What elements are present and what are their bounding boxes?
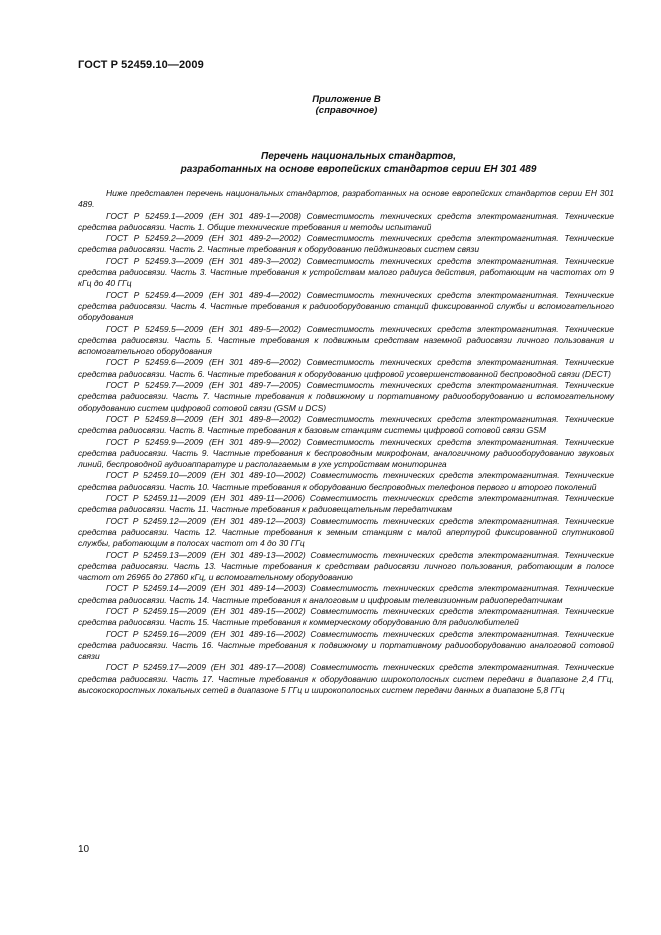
standard-entry: ГОСТ Р 52459.3—2009 (ЕН 301 489-3—2002) Совместимость технических средств электромагнитная. Технические средства радиосвязи. Часть 3. Частные требования к устройствам малого радиуса действия, работающим на частотах от 9 кГц до 40 ГГц xyxy=(78,255,614,289)
section-title-line-2: разработанных на основе европейских стандартов серии ЕН 301 489 xyxy=(180,164,537,175)
standard-entry: ГОСТ Р 52459.7—2009 (ЕН 301 489-7—2005) Совместимость технических средств электромагнитная. Технические средства радиосвязи. Часть 7. Частные требования к подвижному и портативному радиооборудованию и вспомогательному оборудованию систем цифровой сотовой связи (GSM и DCS) xyxy=(78,380,614,413)
standard-entry: ГОСТ Р 52459.12—2009 (ЕН 301 489-12—2003) Совместимость технических средств электромагнитная. Технические средства радиосвязи. Часть 12. Частные требования к земным станциям с малой апертурой фиксированной спутниковой службы, работающим в полосах частот от 4 до 30 ГГц xyxy=(78,515,614,549)
standard-entry: ГОСТ Р 52459.16—2009 (ЕН 301 489-16—2002) Совместимость технических средств электромагнитная. Технические средства радиосвязи. Часть 16. Частные требования к подвижному и портативному радиооборудованию аналоговой сотовой связи xyxy=(78,628,614,662)
standard-entry: ГОСТ Р 52459.15—2009 (ЕН 301 489-15—2002) Совместимость технических средств электромагнитная. Технические средства радиосвязи. Часть 15. Частные требования к коммерческому оборудованию для радиолюбителей xyxy=(78,605,614,628)
standards-list xyxy=(78,188,614,696)
appendix-note: (справочное) xyxy=(315,105,378,116)
document-header: ГОСТ Р 52459.10—2009 xyxy=(78,59,204,71)
standard-entry: ГОСТ Р 52459.5—2009 (ЕН 301 489-5—2002) Совместимость технических средств электромагнитная. Технические средства радиосвязи. Часть 5. Частные требования к подвижным средствам наземной радиосвязи личного пользования и вспомогательного оборудования xyxy=(78,323,614,357)
standard-entry: ГОСТ Р 52459.11—2009 (ЕН 301 489-11—2006) Совместимость технических средств электромагнитная. Технические средства радиосвязи. Часть 11. Частные требования к радиовещательным передатчикам xyxy=(78,493,614,515)
page-number: 10 xyxy=(78,844,90,855)
intro-paragraph: Ниже представлен перечень национальных стандартов, разработанных на основе европейских стандартов серии ЕН 301 489. xyxy=(78,188,614,210)
section-title-line-1: Перечень национальных стандартов, xyxy=(261,151,456,162)
standard-entry: ГОСТ Р 52459.17—2009 (ЕН 301 489-17—2008) Совместимость технических средств электромагнитная. Технические средства радиосвязи. Часть 17. Частные требования к оборудованию широкополосных систем передачи в диапазоне 2,4 ГГц, высокоскоростных локальных сетей в диапазоне 5 ГГц и широкополосных систем передачи данных в диапазоне 5,8 ГГц xyxy=(78,662,614,696)
appendix-label: Приложение В xyxy=(312,94,381,105)
standard-entry: ГОСТ Р 52459.1—2009 (ЕН 301 489-1—2008) Совместимость технических средств электромагнитная. Технические средства радиосвязи. Часть 1. Общие технические требования и методы испытаний xyxy=(78,210,614,232)
standard-entry: ГОСТ Р 52459.13—2009 (ЕН 301 489-13—2002) Совместимость технических средств электромагнитная. Технические средства радиосвязи. Часть 13. Частные требования к средствам радиосвязи личного пользования, работающим в полосе частот от 26965 до 27860 кГц, и вспомогательному оборудованию xyxy=(78,549,614,583)
standard-entry: ГОСТ Р 52459.4—2009 (ЕН 301 489-4—2002) Совместимость технических средств электромагнитная. Технические средства радиосвязи. Часть 4. Частные требования к радиооборудованию станций фиксированной службы и вспомогательного оборудования xyxy=(78,289,614,323)
standard-entry: ГОСТ Р 52459.14—2009 (ЕН 301 489-14—2003) Совместимость технических средств электромагнитная. Технические средства радиосвязи. Часть 14. Частные требования к аналоговым и цифровым телевизионным радиопередатчикам xyxy=(78,583,614,605)
standard-entry: ГОСТ Р 52459.8—2009 (ЕН 301 489-8—2002) Совместимость технических средств электромагнитная. Технические средства радиосвязи. Часть 8. Частные требования к базовым станциям системы цифровой сотовой связи GSM xyxy=(78,413,614,436)
standard-entry: ГОСТ Р 52459.9—2009 (ЕН 301 489-9—2002) Совместимость технических средств электромагнитная. Технические средства радиосвязи. Часть 9. Частные требования к беспроводным микрофонам, аналогичному радиооборудованию звуковых линий, беспроводной аудиоаппаратуре и располагаемым в ухе устройствам мониторинга xyxy=(78,436,614,470)
standard-entry: ГОСТ Р 52459.2—2009 (ЕН 301 489-2—2002) Совместимость технических средств электромагнитная. Технические средства радиосвязи. Часть 2. Частные требования к оборудованию пейджинговых систем связи xyxy=(78,233,614,255)
standard-entry: ГОСТ Р 52459.10—2009 (ЕН 301 489-10—2002) Совместимость технических средств электромагнитная. Технические средства радиосвязи. Часть 10. Частные требования к оборудованию беспроводных телефонов первого и второго поколений xyxy=(78,470,614,492)
standard-entry: ГОСТ Р 52459.6—2009 (ЕН 301 489-6—2002) Совместимость технических средств электромагнитная. Технические средства радиосвязи. Часть 6. Частные требования к оборудованию цифровой усовершенствованной беспроводной связи (DECT) xyxy=(78,357,614,379)
